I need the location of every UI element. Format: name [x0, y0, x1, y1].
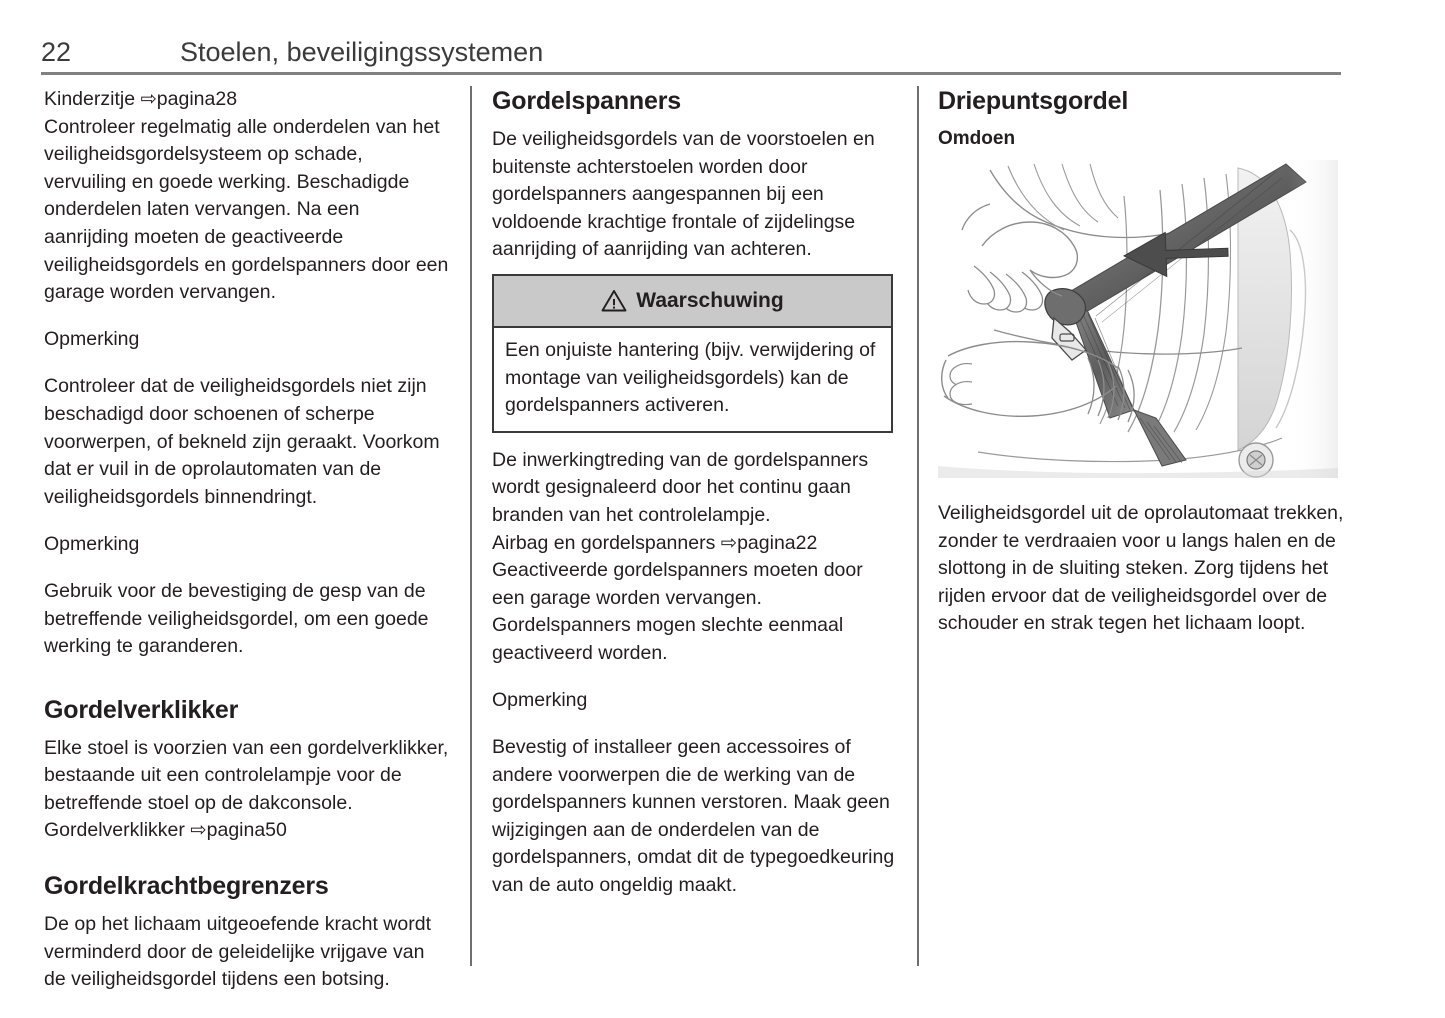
gordelkrachtbegrenzers-text: De op het lichaam uitgeoefende kracht wordt verminderd door de geleidelijke vrijgave van de veiligheidsgordel tijdens een botsing. [44, 913, 431, 991]
column-divider-right [917, 86, 919, 966]
warning-box-body [494, 328, 891, 431]
gordelverklikker-reference: Gordelverklikker ⇨pagina50 [44, 819, 287, 842]
heading-driepuntsgordel: Driepuntsgordel [938, 87, 1129, 115]
page-title: Stoelen, beveiligingssystemen [180, 37, 544, 67]
note-text-1: Controleer dat de veiligheidsgordels niet zijn beschadigd door schoenen of scherpe voorwerpen, of bekneld zijn geraakt. Voorkom dat er vuil in de oprolautomaten van de veiligheidsgordels binnendringt. [44, 375, 440, 508]
warning-triangle-icon [601, 289, 627, 312]
child-seat-reference: Kinderzitje ⇨pagina28 [44, 88, 238, 110]
warning-box [492, 274, 893, 433]
spacer [44, 845, 449, 871]
heading-gordelspanners: Gordelspanners [492, 87, 681, 115]
header-divider-rule [41, 72, 1341, 75]
column-left [44, 86, 449, 994]
airbag-reference: Airbag en gordelspanners ⇨pagina22 [492, 531, 818, 554]
gordelverklikker-text: Elke stoel is voorzien van een gordelverklikker, bestaande uit een controlelampje voor de betreffende stoel op de dakconsole. [44, 736, 449, 814]
page-header [41, 36, 1341, 72]
column-middle [492, 86, 897, 900]
page-number: 22 [41, 37, 72, 67]
gordelspanners-intro: De veiligheidsgordels van de voorstoelen en buitenste achterstoelen worden door gordelspanners aangespannen bij een voldoende krachtige frontale of zijdelingse aanrijding of aanrijding van achteren. [492, 128, 875, 261]
warning-box-text: Een onjuiste hantering (bijv. verwijdering of montage van veiligheidsgordels) kan de gordelspanners activeren. [505, 338, 876, 417]
warning-box-title: Waarschuwing [636, 288, 784, 312]
middle-note-label: Opmerking [492, 689, 588, 711]
middle-paragraph-2: Geactiveerde gordelspanners moeten door een garage worden vervangen. Gordelspanners mogen slechte eenmaal geactiveerd worden. [492, 559, 863, 664]
note-label-1: Opmerking [44, 328, 140, 351]
heading-gordelverklikker: Gordelverklikker [44, 695, 239, 724]
subheading-omdoen: Omdoen [938, 128, 1016, 149]
spacer [44, 661, 449, 695]
middle-note-text: Bevestig of installeer geen accessoires of andere voorwerpen die de werking van de gordelspanners kunnen verstoren. Maak geen wijzigingen aan de onderdelen van de gordelspanners, omdat dit de typegoedkeuring van de auto ongeldig maakt. [492, 736, 895, 897]
column-divider-left [470, 86, 472, 966]
note-label-2: Opmerking [44, 532, 140, 555]
warning-box-header [494, 276, 891, 328]
column-right [938, 86, 1344, 638]
driepuntsgordel-text: Veiligheidsgordel uit de oprolautomaat trekken, zonder te verdraaien voor u langs halen en de slottong in de sluiting steken. Zorg tijdens het rijden ervoor dat de veiligheidsgordel over de schouder en strak tegen het lichaam loopt. [938, 502, 1344, 635]
heading-gordelkrachtbegrenzers: Gordelkrachtbegrenzers [44, 872, 329, 901]
note-text-2: Gebruik voor de bevestiging de gesp van de betreffende veiligheidsgordel, om een goede werking te garanderen. [44, 579, 429, 658]
seatbelt-fastening-illustration [938, 160, 1338, 478]
left-paragraph-1: Controleer regelmatig alle onderdelen van het veiligheidsgordelsysteem op schade, vervuiling en goede werking. Beschadigde onderdelen laten vervangen. Na een aanrijding moeten de geactiveerde veiligheidsgordels en gordelspanners door een garage worden vervangen. [44, 115, 449, 304]
paragraph-after-warning: De inwerkingtreding van de gordelspanners wordt gesignaleerd door het continu gaan branden van het controlelampje. [492, 448, 869, 526]
